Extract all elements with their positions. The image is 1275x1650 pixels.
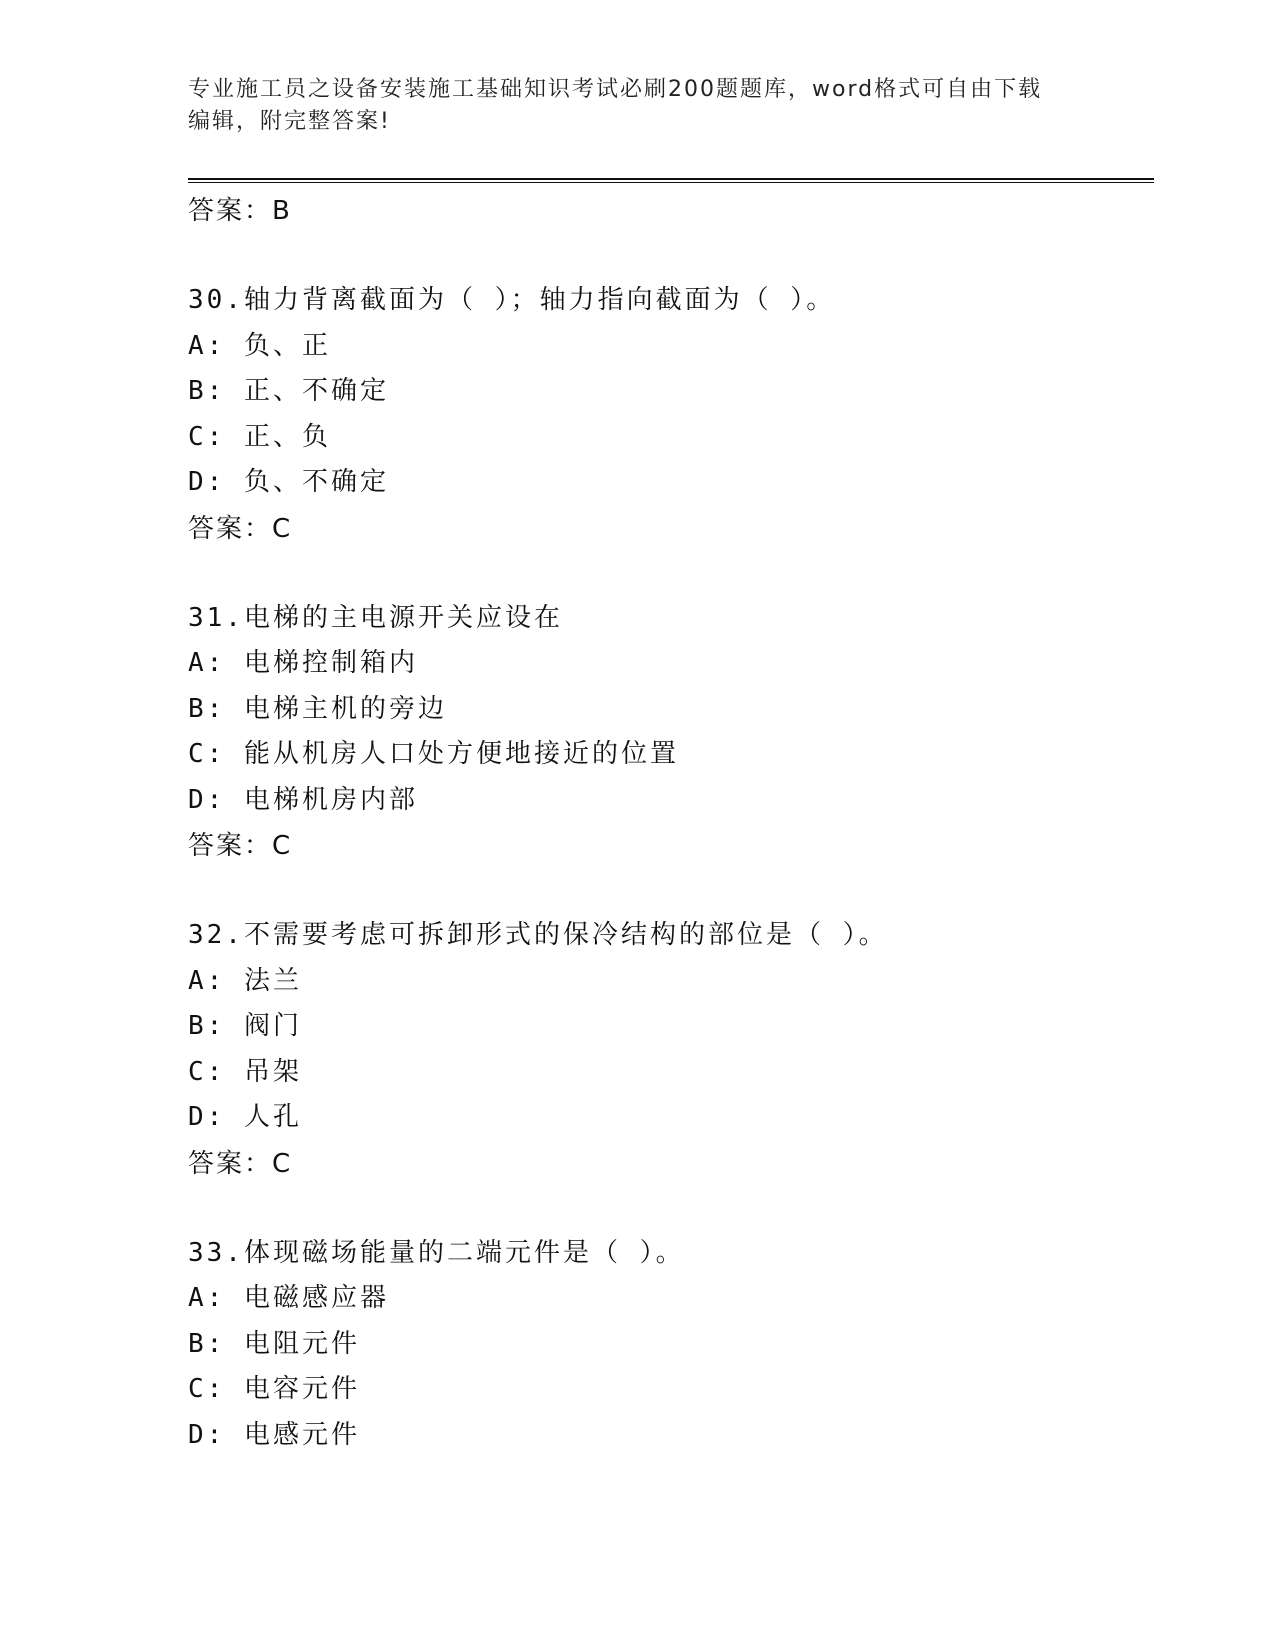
option-b: B: 电梯主机的旁边 [188,693,447,724]
option-d: D: 人孔 [188,1102,302,1132]
option-c: C: 正、负 [188,421,331,452]
question-number: 31. [188,602,244,633]
question-33 [188,1231,1148,1459]
option-b: B: 阀门 [188,1011,302,1041]
document-body [188,188,1148,1458]
option-a: A: 法兰 [188,965,302,996]
question-stem: 不需要考虑可拆卸形式的保冷结构的部位是（ ）。 [243,920,888,950]
question-31 [188,596,1148,870]
option-a: A: 电磁感应器 [188,1283,389,1313]
option-a: A: 电梯控制箱内 [188,648,418,678]
header-line-1: 专业施工员之设备安装施工基础知识考试必刷200题题库，word格式可自由下载 [188,77,1043,102]
option-b: B: 电阻元件 [188,1328,360,1359]
question-text [188,596,1148,642]
header-divider [188,178,1154,183]
option-a: A: 负、正 [188,330,331,361]
question-text [188,913,1148,959]
option-c: C: 能从机房人口处方便地接近的位置 [188,739,679,769]
question-stem: 轴力背离截面为（ ）；轴力指向截面为（ ）。 [243,285,836,315]
option-b: B: 正、不确定 [188,376,389,406]
answer-line: 答案：B [188,196,292,226]
question-number: 32. [188,920,244,950]
answer-line: 答案：C [188,831,293,861]
question-text [188,1231,1148,1277]
option-d: D: 电感元件 [188,1419,360,1450]
page-header [188,74,1088,138]
question-stem: 体现磁场能量的二端元件是（ ）。 [243,1237,685,1268]
answer-line: 答案：C [188,513,293,544]
option-c: C: 吊架 [188,1056,302,1087]
option-d: D: 电梯机房内部 [188,784,418,815]
question-number: 30. [188,285,244,315]
question-stem: 电梯的主电源开关应设在 [243,602,563,633]
header-line-2: 编辑，附完整答案! [188,109,391,134]
question-number: 33. [188,1237,244,1268]
question-text [188,278,1148,324]
question-30 [188,278,1148,552]
option-c: C: 电容元件 [188,1374,360,1404]
answer-line: 答案：C [188,1148,293,1179]
option-d: D: 负、不确定 [188,467,389,497]
question-32 [188,913,1148,1187]
